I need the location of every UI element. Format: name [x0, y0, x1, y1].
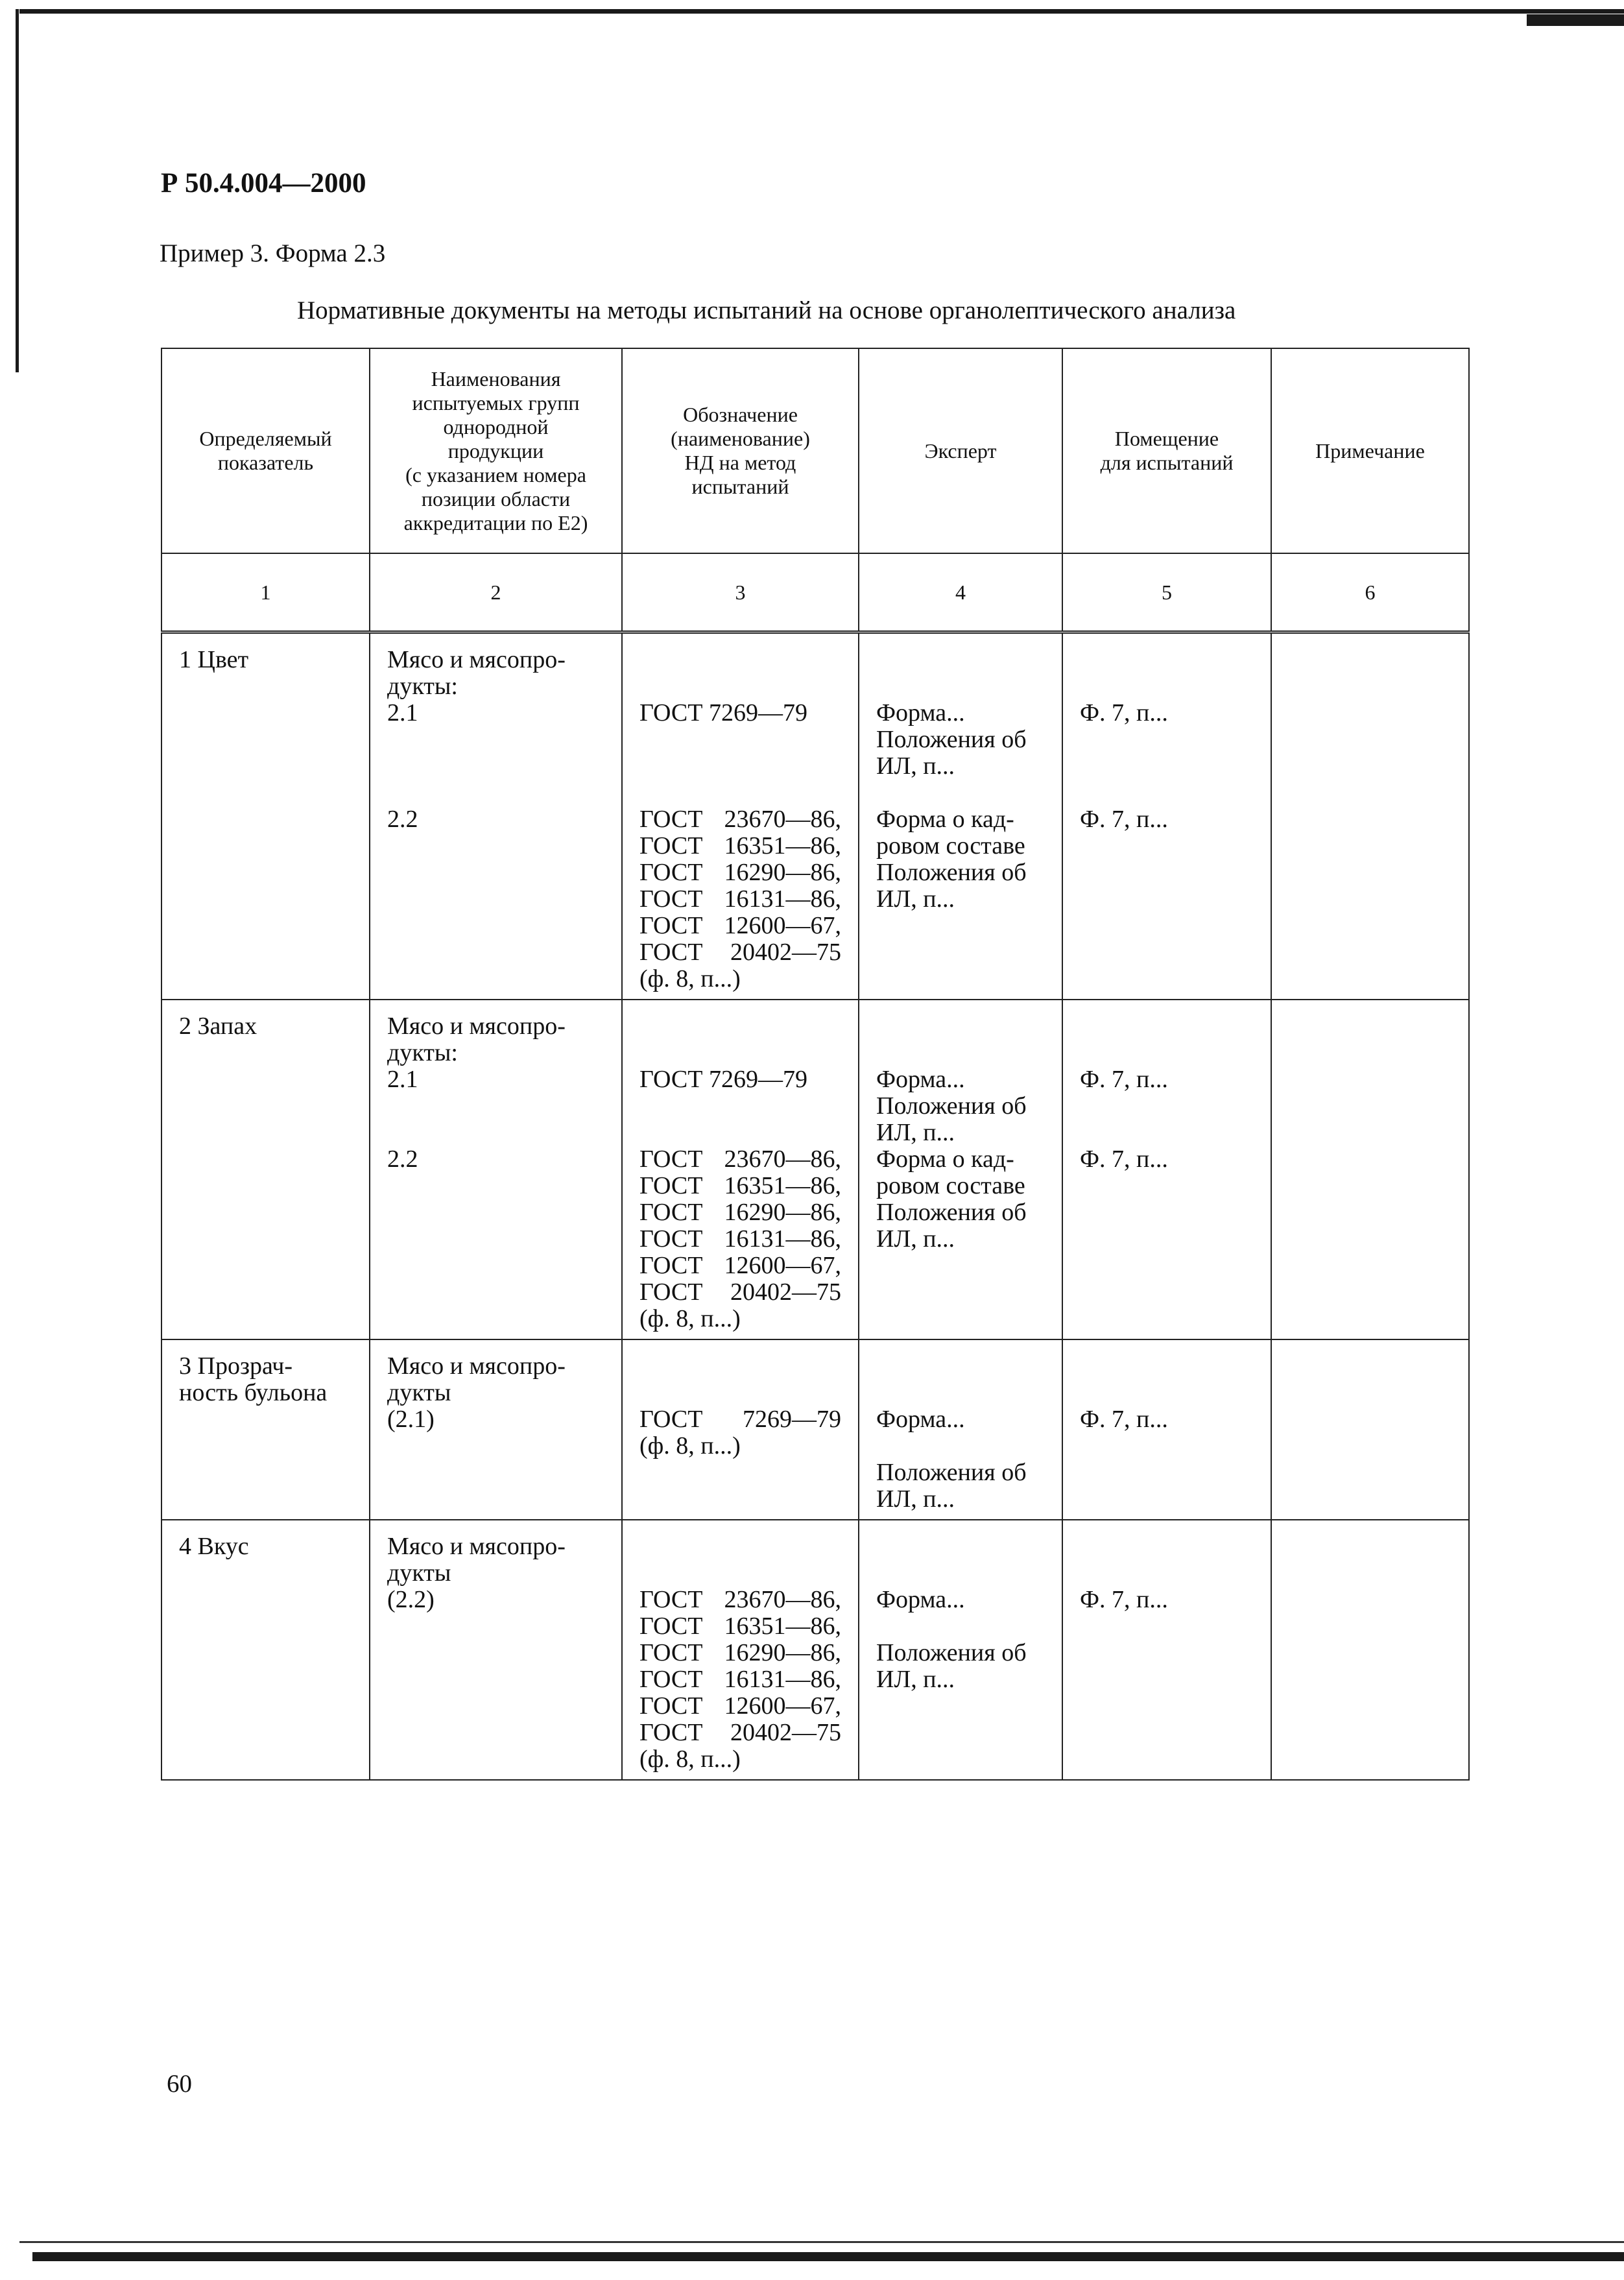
nd-code-prefix: ГОСТ — [639, 939, 703, 966]
spacer — [1080, 1253, 1254, 1279]
nd-line — [639, 859, 841, 886]
spacer — [876, 1253, 1045, 1279]
product-group-text: дукты — [387, 1559, 451, 1587]
methods-table — [161, 348, 1470, 1781]
header-line: Определяемый — [199, 427, 332, 450]
spacer — [387, 753, 604, 780]
document-code: Р 50.4.004—2000 — [161, 168, 366, 198]
nd-line — [639, 1587, 841, 1613]
header-note — [1271, 348, 1469, 553]
nd-line — [639, 1693, 841, 1720]
nd-code-prefix: ГОСТ — [639, 912, 703, 939]
room-cell — [1062, 1520, 1271, 1780]
header-line: (с указанием номера — [405, 462, 586, 486]
product-group-text: Мясо и мясопро- — [387, 646, 566, 673]
nd-code-number: 12600—67, — [724, 1692, 841, 1720]
product-group-text: дукты: — [387, 673, 458, 700]
spacer — [1080, 1226, 1254, 1253]
room-text: Ф. 7, п... — [1080, 699, 1168, 726]
nd-line — [639, 833, 841, 859]
nd-code-number: 23670—86, — [724, 1586, 841, 1613]
header-line: Обозначение — [683, 403, 798, 426]
spacer — [1080, 647, 1254, 673]
nd-cell — [622, 1520, 859, 1780]
example-label: Пример 3. Форма 2.3 — [160, 239, 386, 267]
column-number: 6 — [1271, 553, 1469, 632]
spacer — [1080, 886, 1254, 913]
room-cell — [1062, 1339, 1271, 1520]
nd-code-number: 20402—75 — [730, 1719, 841, 1746]
expert-cell — [859, 1000, 1062, 1339]
table-row — [161, 1339, 1469, 1520]
product-group-text: дукты — [387, 1379, 451, 1406]
room-text: Ф. 7, п... — [1080, 806, 1168, 833]
expert-text: Положения об — [876, 1199, 1027, 1226]
nd-code-prefix: ГОСТ — [639, 1406, 703, 1433]
note-cell — [1271, 632, 1469, 1000]
nd-line: ГОСТ 7269—79 — [639, 1066, 807, 1093]
header-indicator — [161, 348, 370, 553]
spacer — [1080, 1533, 1254, 1560]
nd-code-number: 23670—86, — [724, 1146, 841, 1173]
expert-text: ИЛ, п... — [876, 1119, 955, 1146]
nd-code-prefix: ГОСТ — [639, 1172, 703, 1199]
nd-line — [639, 1173, 841, 1199]
spacer — [876, 1613, 1045, 1640]
header-line: показатель — [217, 451, 314, 474]
spacer — [1080, 966, 1254, 992]
header-line: Примечание — [1315, 438, 1425, 462]
nd-code-prefix: ГОСТ — [639, 806, 703, 833]
indicator-cell — [161, 1520, 370, 1780]
header-line: испытаний — [691, 475, 789, 498]
expert-text: ровом составе — [876, 1172, 1025, 1199]
header-line: НД на метод — [684, 451, 796, 474]
spacer — [639, 1380, 841, 1406]
nd-line — [639, 886, 841, 913]
expert-cell — [859, 1339, 1062, 1520]
note-cell — [1271, 1339, 1469, 1520]
nd-code-prefix: ГОСТ — [639, 1199, 703, 1226]
spacer — [1080, 1306, 1254, 1332]
spacer — [1080, 1353, 1254, 1380]
column-number: 2 — [370, 553, 622, 632]
spacer — [639, 780, 841, 806]
nd-code-prefix: ГОСТ — [639, 1252, 703, 1279]
product-group-text: (2.2) — [387, 1586, 435, 1613]
position-number: 2.1 — [387, 699, 418, 726]
spacer — [1080, 1380, 1254, 1406]
spacer — [1080, 1040, 1254, 1066]
spacer — [1080, 1093, 1254, 1120]
room-text: Ф. 7, п... — [1080, 1406, 1168, 1433]
scan-border-top-right — [1527, 14, 1624, 26]
expert-text: ИЛ, п... — [876, 752, 955, 780]
nd-line — [639, 806, 841, 833]
indicator-text: ность бульона — [179, 1379, 328, 1406]
spacer — [1080, 1120, 1254, 1146]
nd-code-prefix: ГОСТ — [639, 1692, 703, 1720]
header-line: испытуемых групп — [412, 390, 580, 414]
spacer — [876, 1433, 1045, 1459]
nd-line — [639, 913, 841, 939]
header-groups — [370, 348, 622, 553]
spacer — [1080, 673, 1254, 700]
nd-line: ГОСТ 7269—79 — [639, 699, 807, 726]
nd-line — [639, 1613, 841, 1640]
expert-text: Положения об — [876, 859, 1027, 886]
spacer — [876, 939, 1045, 966]
header-line: позиции области — [421, 486, 571, 510]
nd-cell — [622, 632, 859, 1000]
nd-code-number: 16351—86, — [724, 832, 841, 859]
spacer — [1080, 1199, 1254, 1226]
nd-code-prefix: ГОСТ — [639, 1586, 703, 1613]
product-group-text: Мясо и мясопро- — [387, 1352, 566, 1380]
column-number: 3 — [622, 553, 859, 632]
nd-line — [639, 1199, 841, 1226]
expert-text: Положения об — [876, 1092, 1027, 1120]
room-text: Ф. 7, п... — [1080, 1586, 1168, 1613]
nd-code-number: 16351—86, — [724, 1613, 841, 1640]
nd-code-prefix: ГОСТ — [639, 1146, 703, 1173]
spacer — [639, 1533, 841, 1560]
spacer — [876, 1533, 1045, 1560]
nd-line — [639, 1720, 841, 1746]
room-cell — [1062, 1000, 1271, 1339]
spacer — [1080, 913, 1254, 939]
column-number: 5 — [1062, 553, 1271, 632]
nd-line — [639, 1226, 841, 1253]
spacer — [639, 1013, 841, 1040]
nd-line: (ф. 8, п...) — [639, 965, 741, 992]
spacer — [876, 1380, 1045, 1406]
header-expert — [859, 348, 1062, 553]
nd-code-prefix: ГОСТ — [639, 1666, 703, 1693]
spacer — [639, 726, 841, 753]
nd-line: (ф. 8, п...) — [639, 1305, 741, 1332]
note-cell — [1271, 1000, 1469, 1339]
expert-text: Форма о кад- — [876, 1146, 1014, 1173]
header-line: однородной — [443, 414, 549, 438]
room-text: Ф. 7, п... — [1080, 1146, 1168, 1173]
nd-code-number: 16290—86, — [724, 859, 841, 886]
column-number: 4 — [859, 553, 1062, 632]
header-line: для испытаний — [1100, 451, 1234, 474]
spacer — [387, 1120, 604, 1146]
expert-text: Форма... — [876, 1066, 965, 1093]
scan-border-top — [19, 9, 1624, 14]
header-line: Наименования — [431, 366, 561, 390]
spacer — [876, 1560, 1045, 1587]
nd-code-prefix: ГОСТ — [639, 859, 703, 886]
spacer — [387, 780, 604, 806]
expert-text: ИЛ, п... — [876, 1666, 955, 1693]
spacer — [1080, 726, 1254, 753]
spacer — [639, 753, 841, 780]
room-text: Ф. 7, п... — [1080, 1066, 1168, 1093]
spacer — [639, 1093, 841, 1120]
nd-cell — [622, 1339, 859, 1520]
spacer — [639, 1040, 841, 1066]
table-caption: Нормативные документы на методы испытаний на основе органолептического анализа — [297, 296, 1236, 324]
spacer — [1080, 859, 1254, 886]
header-line: Помещение — [1114, 427, 1219, 450]
expert-text: Положения об — [876, 726, 1027, 753]
column-number-row — [161, 553, 1469, 632]
expert-text: Форма... — [876, 1406, 965, 1433]
nd-line: (ф. 8, п...) — [639, 1746, 741, 1773]
spacer — [1080, 1173, 1254, 1199]
spacer — [1080, 939, 1254, 966]
product-group-text: Мясо и мясопро- — [387, 1013, 566, 1040]
spacer — [387, 726, 604, 753]
nd-line — [639, 1640, 841, 1666]
spacer — [639, 647, 841, 673]
indicator-text: 1 Цвет — [179, 646, 249, 673]
expert-text: Положения об — [876, 1459, 1027, 1486]
indicator-cell — [161, 1339, 370, 1520]
spacer — [876, 647, 1045, 673]
nd-code-prefix: ГОСТ — [639, 1278, 703, 1306]
position-number: 2.2 — [387, 1146, 418, 1173]
nd-code-number: 16290—86, — [724, 1639, 841, 1666]
indicator-text: 3 Прозрач- — [179, 1352, 293, 1380]
expert-cell — [859, 1520, 1062, 1780]
nd-line — [639, 1279, 841, 1306]
nd-code-number: 16131—86, — [724, 885, 841, 913]
table-row — [161, 1520, 1469, 1780]
header-line: Эксперт — [924, 438, 997, 462]
spacer — [1080, 833, 1254, 859]
product-group-cell — [370, 1520, 622, 1780]
spacer — [1080, 753, 1254, 780]
product-group-cell — [370, 1000, 622, 1339]
nd-code-prefix: ГОСТ — [639, 1613, 703, 1640]
nd-code-number: 7269—79 — [743, 1406, 841, 1433]
spacer — [876, 1353, 1045, 1380]
position-number: 2.2 — [387, 806, 418, 833]
spacer — [639, 1120, 841, 1146]
table-header-row — [161, 348, 1469, 553]
expert-text: Положения об — [876, 1639, 1027, 1666]
product-group-text: (2.1) — [387, 1406, 435, 1433]
nd-line — [639, 1146, 841, 1173]
nd-line: (ф. 8, п...) — [639, 1432, 741, 1459]
nd-cell — [622, 1000, 859, 1339]
nd-line — [639, 939, 841, 966]
nd-code-prefix: ГОСТ — [639, 1639, 703, 1666]
nd-code-number: 20402—75 — [730, 939, 841, 966]
nd-code-number: 12600—67, — [724, 1252, 841, 1279]
nd-code-number: 16290—86, — [724, 1199, 841, 1226]
header-nd — [622, 348, 859, 553]
expert-text: Форма о кад- — [876, 806, 1014, 833]
spacer — [876, 1040, 1045, 1066]
nd-code-number: 16131—86, — [724, 1225, 841, 1253]
product-group-cell — [370, 632, 622, 1000]
nd-code-prefix: ГОСТ — [639, 832, 703, 859]
product-group-text: дукты: — [387, 1039, 458, 1066]
nd-code-prefix: ГОСТ — [639, 1719, 703, 1746]
nd-code-number: 16351—86, — [724, 1172, 841, 1199]
nd-line — [639, 1406, 841, 1433]
header-line: (наименование) — [671, 427, 810, 450]
indicator-cell — [161, 1000, 370, 1339]
spacer — [387, 1093, 604, 1120]
nd-code-prefix: ГОСТ — [639, 885, 703, 913]
expert-cell — [859, 632, 1062, 1000]
expert-text: ИЛ, п... — [876, 1485, 955, 1513]
spacer — [1080, 1279, 1254, 1306]
note-cell — [1271, 1520, 1469, 1780]
header-line: продукции — [448, 438, 544, 462]
expert-text: ИЛ, п... — [876, 885, 955, 913]
scan-border-left — [16, 9, 19, 372]
expert-text: ровом составе — [876, 832, 1025, 859]
nd-code-number: 20402—75 — [730, 1278, 841, 1306]
spacer — [876, 966, 1045, 992]
position-number: 2.1 — [387, 1066, 418, 1093]
nd-code-number: 16131—86, — [724, 1666, 841, 1693]
indicator-text: 2 Запах — [179, 1013, 257, 1040]
room-cell — [1062, 632, 1271, 1000]
scan-border-bottom-thin — [19, 2241, 1624, 2243]
indicator-text: 4 Вкус — [179, 1533, 249, 1560]
indicator-cell — [161, 632, 370, 1000]
spacer — [639, 1353, 841, 1380]
nd-line — [639, 1253, 841, 1279]
expert-text: Форма... — [876, 1586, 965, 1613]
spacer — [639, 1560, 841, 1587]
spacer — [876, 673, 1045, 700]
nd-code-prefix: ГОСТ — [639, 1225, 703, 1253]
table-row — [161, 1000, 1469, 1339]
spacer — [876, 1306, 1045, 1332]
spacer — [1080, 1013, 1254, 1040]
nd-code-number: 23670—86, — [724, 806, 841, 833]
spacer — [876, 1013, 1045, 1040]
nd-code-number: 12600—67, — [724, 912, 841, 939]
spacer — [876, 780, 1045, 806]
nd-line — [639, 1666, 841, 1693]
spacer — [639, 673, 841, 700]
header-line: аккредитации по Е2) — [403, 510, 588, 534]
spacer — [876, 1279, 1045, 1306]
spacer — [876, 913, 1045, 939]
spacer — [1080, 1560, 1254, 1587]
page-number: 60 — [167, 2070, 192, 2098]
product-group-cell — [370, 1339, 622, 1520]
header-room — [1062, 348, 1271, 553]
spacer — [1080, 780, 1254, 806]
scan-border-bottom — [32, 2252, 1624, 2261]
expert-text: Форма... — [876, 699, 965, 726]
product-group-text: Мясо и мясопро- — [387, 1533, 566, 1560]
column-number: 1 — [161, 553, 370, 632]
table-row — [161, 632, 1469, 1000]
expert-text: ИЛ, п... — [876, 1225, 955, 1253]
